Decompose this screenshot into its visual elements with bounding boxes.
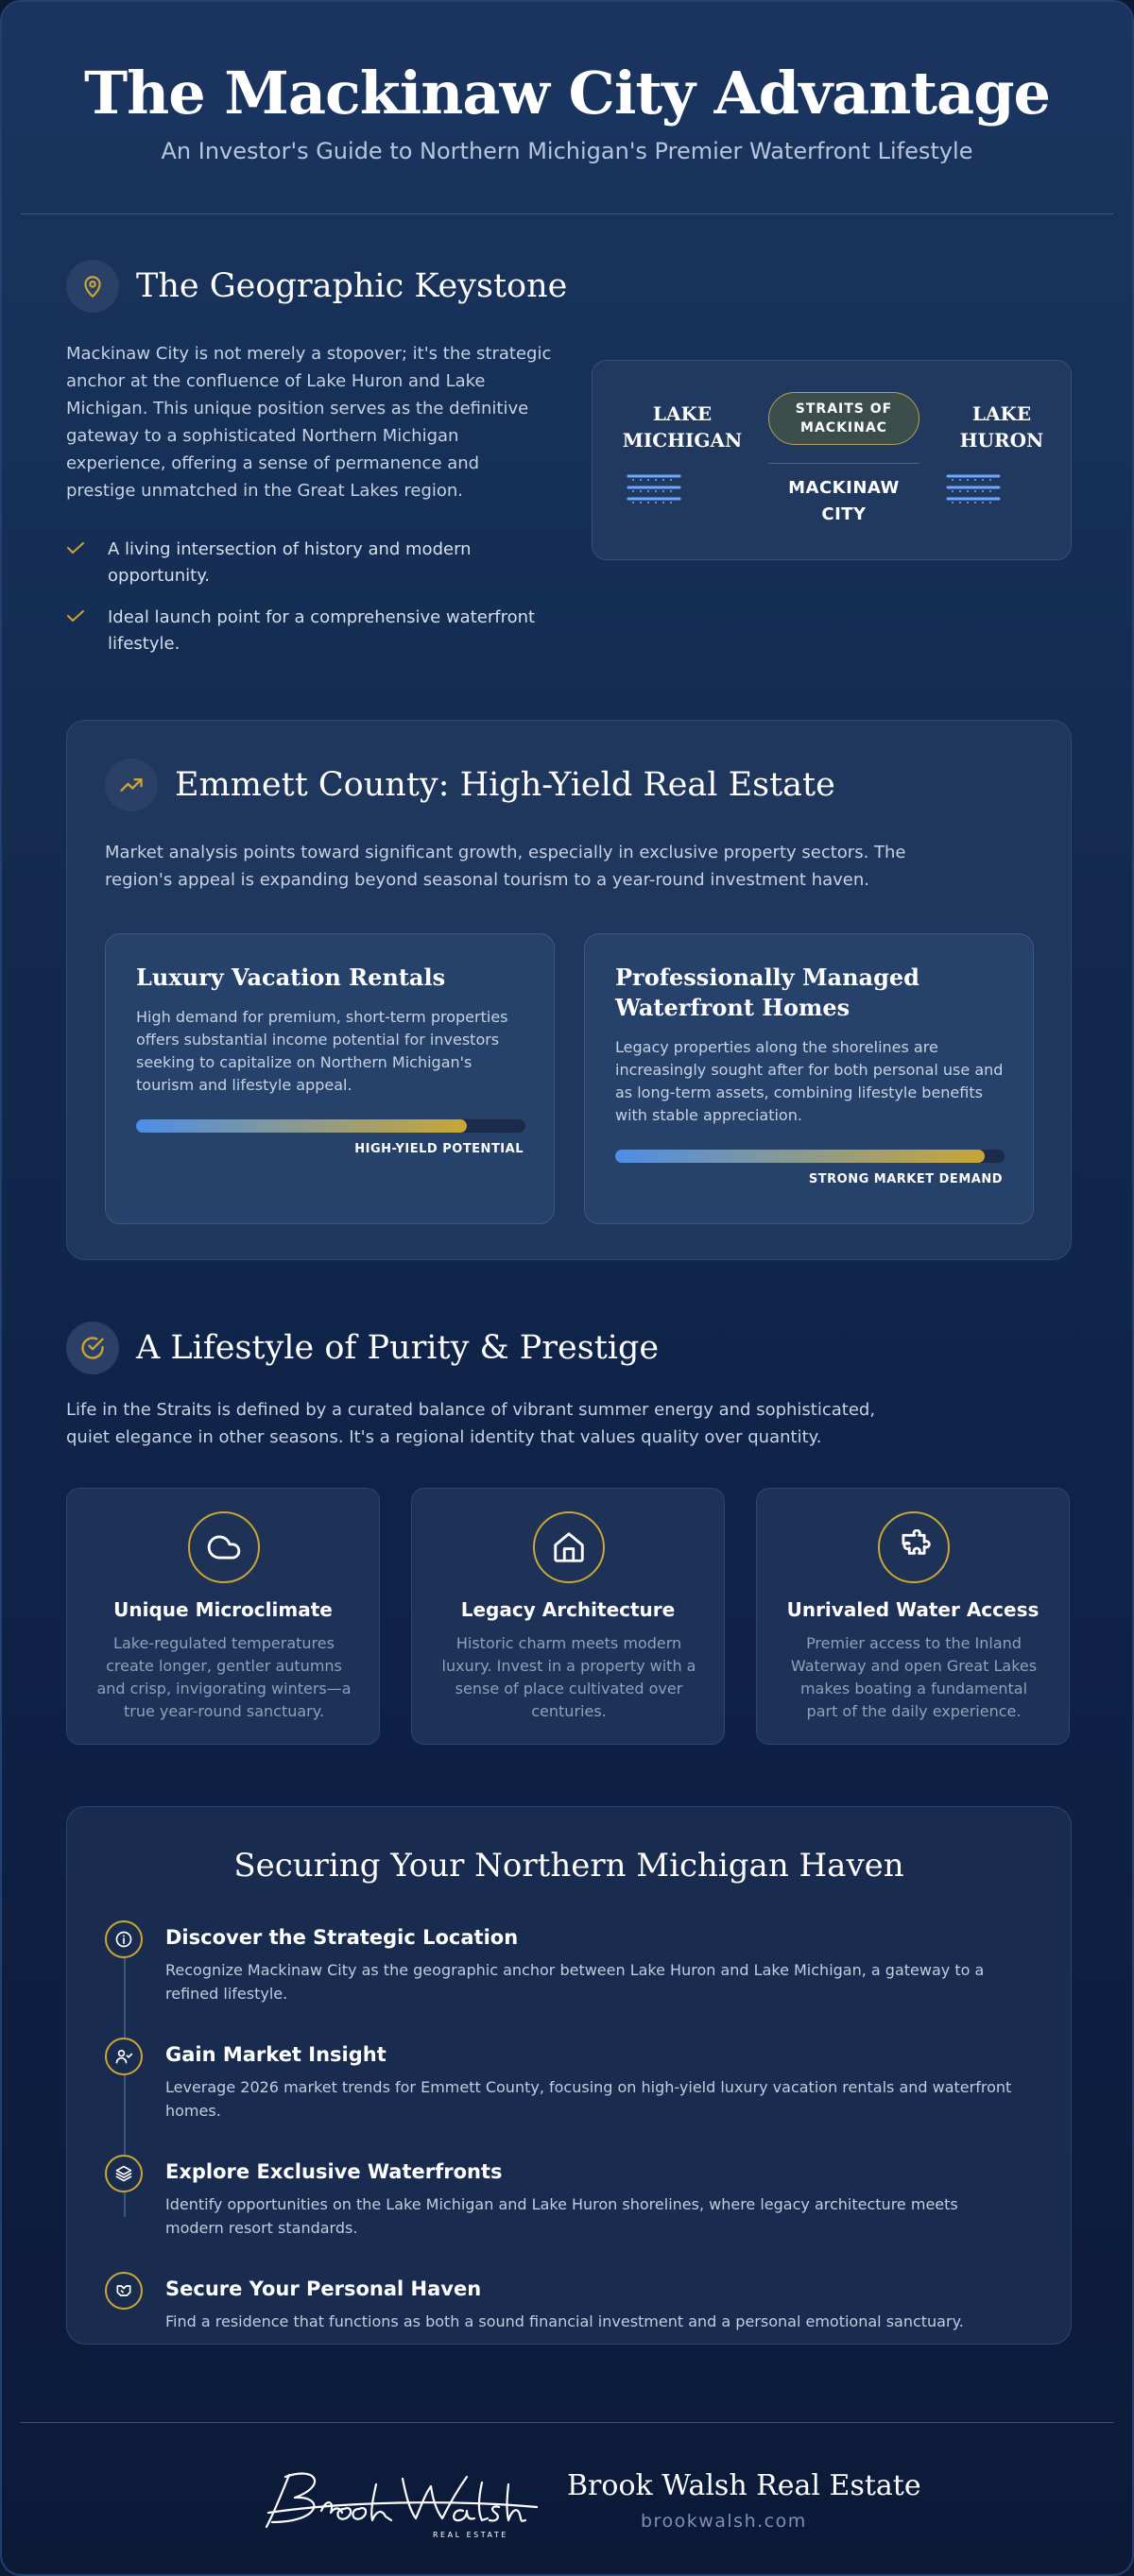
feature-title: Legacy Architecture [460, 1598, 676, 1621]
checkmark-icon [66, 605, 87, 657]
emmett-intro: Market analysis points toward significant growth, especially in exclusive property sectors. The region's appeal is expanding beyond seasonal tourism to a year-round investment haven. [105, 843, 906, 890]
lake-huron-line2: HURON [959, 429, 1044, 452]
lake-michigan-line2: MICHIGAN [622, 429, 743, 452]
lifestyle-title: A Lifestyle of Purity & Prestige [136, 1329, 660, 1367]
card-title: Professionally Managed Waterfront Homes [615, 964, 919, 1021]
step-title: Explore Exclusive Waterfronts [165, 2160, 503, 2183]
feature-card-water-access [756, 1488, 1070, 1745]
feature-description: Historic charm meets modern luxury. Invest in a property with a sense of place cultivated over centuries. [441, 1634, 696, 1720]
geographic-section-header [66, 260, 567, 313]
emmett-section-header [105, 759, 835, 811]
info-icon [105, 1920, 143, 1958]
page-title: The Mackinaw City Advantage [83, 59, 1050, 128]
map-pin-icon [66, 260, 119, 313]
check-item-text: A living intersection of history and modern opportunity. [108, 539, 472, 586]
check-item-text: Ideal launch point for a comprehensive waterfront lifestyle. [108, 607, 536, 654]
step-title: Discover the Strategic Location [165, 1926, 519, 1949]
brook-walsh-signature-logo [261, 2456, 544, 2541]
lake-huron-label [931, 401, 1073, 453]
emmett-county-card [66, 720, 1072, 1260]
step-title: Gain Market Insight [165, 2043, 387, 2066]
layers-icon [105, 2155, 143, 2192]
luxury-rentals-card [105, 933, 555, 1224]
feature-card-architecture [411, 1488, 725, 1745]
geographic-paragraph: Mackinaw City is not merely a stopover; it's the strategic anchor at the confluence of Lake Huron and Lake Michigan. This unique position serves as the definitive gateway to a sophisticated Northern Michigan experience, offering a sense of permanence and prestige unmatched in the Great Lakes region. [66, 344, 552, 501]
steps-card [66, 1806, 1072, 2345]
waterfront-homes-card [584, 933, 1034, 1224]
steps-title: Securing Your Northern Michigan Haven [233, 1847, 904, 1885]
checkmark-icon [66, 537, 87, 589]
yield-progress-label: HIGH-YIELD POTENTIAL [354, 1142, 524, 1156]
yield-progress-bar [136, 1119, 525, 1133]
card-title: Luxury Vacation Rentals [136, 964, 446, 991]
cloud-icon [188, 1511, 260, 1583]
feature-title: Unique Microclimate [113, 1598, 333, 1621]
header-divider [21, 213, 1113, 214]
puzzle-icon [878, 1511, 950, 1583]
page-subtitle: An Investor's Guide to Northern Michigan's Premier Waterfront Lifestyle [161, 138, 973, 164]
feature-description: Lake-regulated temperatures create longer, gentler autumns and crisp, invigorating winters—a true year-round sanctuary. [96, 1634, 352, 1720]
user-check-icon [105, 2038, 143, 2075]
step-title: Secure Your Personal Haven [165, 2277, 482, 2300]
handshake-icon [105, 2272, 143, 2310]
lake-huron-line1: LAKE [971, 402, 1032, 425]
check-circle-icon [66, 1322, 119, 1374]
straits-badge [768, 392, 919, 445]
waves-icon [946, 472, 1001, 510]
straits-line1: STRAITS OF [795, 401, 893, 417]
card-description: High demand for premium, short-term properties offers substantial income potential for investors seeking to capitalize on Northern Michigan's tourism and lifestyle appeal. [136, 1008, 508, 1094]
website-link[interactable]: brookwalsh.com [641, 2511, 807, 2532]
lake-michigan-line1: LAKE [652, 402, 713, 425]
footer [2, 2422, 1132, 2576]
trending-up-icon [105, 759, 158, 811]
step-description: Identify opportunities on the Lake Michigan and Lake Huron shorelines, where legacy architecture meets modern resort standards. [165, 2195, 958, 2237]
geographic-title: The Geographic Keystone [136, 267, 568, 305]
waves-icon [627, 472, 681, 510]
demand-progress-bar [615, 1150, 1005, 1163]
lifestyle-paragraph: Life in the Straits is defined by a curated balance of vibrant summer energy and sophisticated, quiet elegance in other seasons. It's a regional identity that values quality over quantity. [66, 1400, 876, 1447]
straits-map-card [592, 360, 1072, 560]
home-icon [533, 1511, 605, 1583]
demand-progress-fill [615, 1150, 985, 1163]
signature-subtext: REAL ESTATE [433, 2531, 508, 2539]
card-description: Legacy properties along the shorelines are increasingly sought after for both personal use and as long-term assets, combining lifestyle benefits with stable appreciation. [615, 1038, 1004, 1124]
check-item [66, 537, 558, 589]
feature-description: Premier access to the Inland Waterway and open Great Lakes makes boating a fundamental part of the daily experience. [790, 1634, 1038, 1720]
step-description: Find a residence that functions as both a sound financial investment and a personal emotional sanctuary. [165, 2312, 964, 2330]
step-description: Recognize Mackinaw City as the geographic anchor between Lake Huron and Lake Michigan, a gateway to a refined lifestyle. [165, 1961, 985, 2003]
demand-progress-label: STRONG MARKET DEMAND [808, 1172, 1003, 1186]
lake-michigan-label [611, 401, 753, 453]
emmett-title: Emmett County: High-Yield Real Estate [175, 766, 835, 804]
step-description: Leverage 2026 market trends for Emmett County, focusing on high-yield luxury vacation rentals and waterfront homes. [165, 2078, 1012, 2120]
firm-name: Brook Walsh Real Estate [567, 2469, 921, 2502]
city-line2: CITY [821, 504, 867, 524]
yield-progress-fill [136, 1119, 467, 1133]
hero-header [2, 2, 1132, 214]
lifestyle-section-header [66, 1322, 659, 1374]
city-line1: MACKINAW [788, 478, 900, 498]
map-divider [768, 463, 919, 464]
feature-title: Unrivaled Water Access [786, 1598, 1040, 1621]
geographic-checklist [66, 537, 558, 673]
straits-line2: MACKINAC [800, 420, 887, 435]
mackinaw-city-label [759, 475, 929, 528]
check-item [66, 605, 558, 657]
feature-card-microclimate [66, 1488, 380, 1745]
